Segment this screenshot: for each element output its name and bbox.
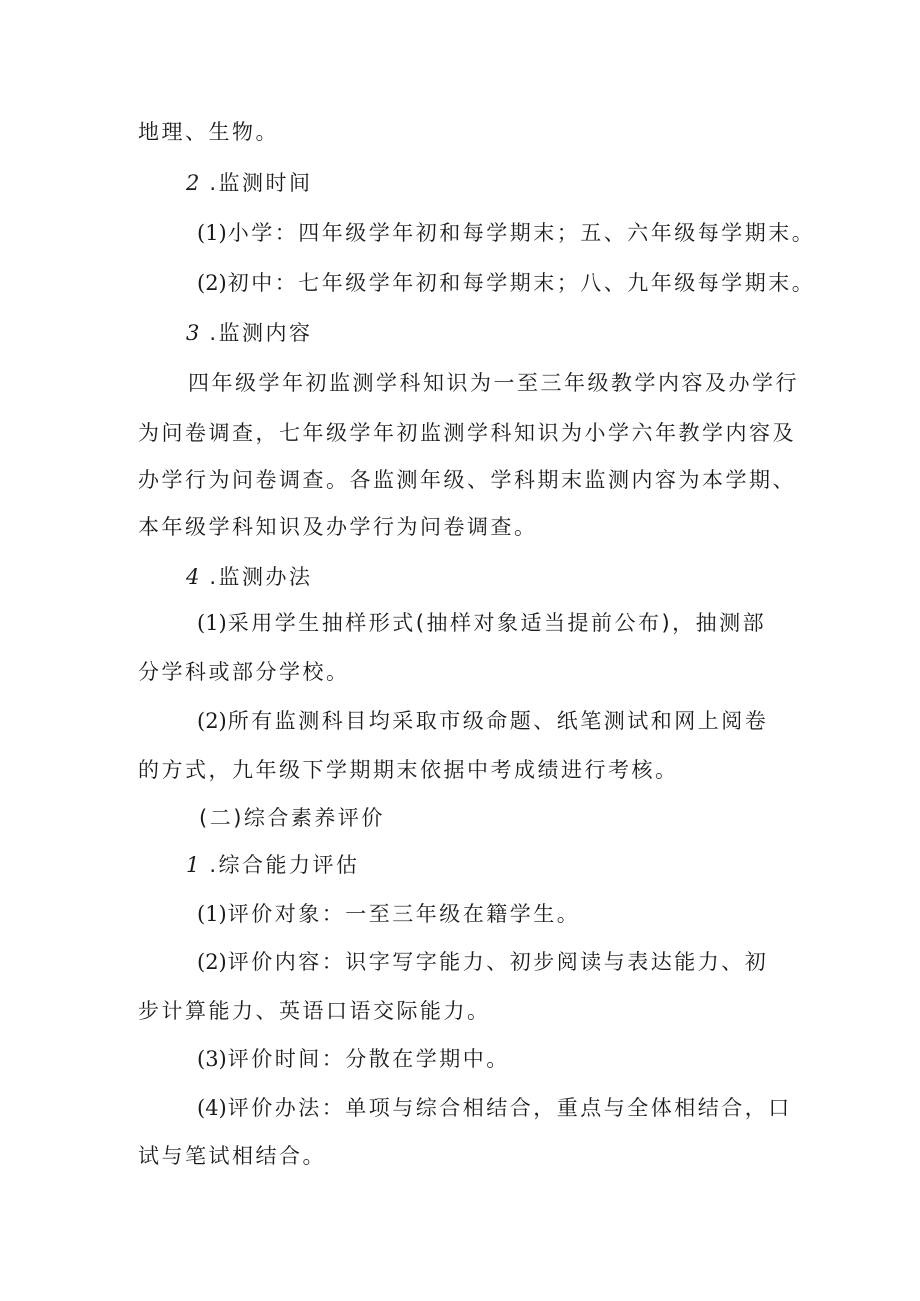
paragraph-line: [138, 117, 279, 147]
section-number: 2: [186, 171, 200, 195]
list-item: [197, 706, 768, 736]
paragraph-line: [188, 368, 799, 398]
section-number: 3: [186, 321, 200, 345]
line-text: 的方式，九年级下学期期末依据中考成绩进行考核。: [138, 758, 679, 782]
item-text: 评价办法：单项与综合相结合，重点与全体相结合，口: [227, 1096, 792, 1120]
list-item: [197, 268, 815, 298]
line-text: 试与笔试相结合。: [138, 1144, 326, 1168]
item-number: (2): [197, 709, 227, 733]
item-text: 小学：四年级学年初和每学期末；五、六年级每学期末。: [227, 221, 816, 245]
line-text: 四年级学年初监测学科知识为一至三年级教学内容及办学行: [188, 371, 799, 395]
list-item: [197, 608, 766, 638]
paragraph-line: [138, 996, 491, 1026]
item-number: (2): [197, 271, 227, 295]
section-heading-ability-assessment: [186, 850, 360, 880]
item-text: 评价时间：分散在学期中。: [227, 1047, 510, 1071]
item-number: (4): [197, 1096, 227, 1120]
list-item: [197, 899, 580, 929]
line-text: 分学科或部分学校。: [138, 660, 350, 684]
list-item: [197, 947, 768, 977]
paragraph-line: [138, 1141, 326, 1171]
item-text: 所有监测科目均采取市级命题、纸笔测试和网上阅卷: [227, 709, 769, 733]
item-text: 评价内容：识字写字能力、初步阅读与表达能力、初: [227, 950, 769, 974]
item-number: (2): [197, 950, 227, 974]
item-number: (3): [197, 1047, 227, 1071]
paragraph-line: [138, 755, 679, 785]
item-text: 采用学生抽样形式(抽样对象适当提前公布)，抽测部: [227, 611, 767, 635]
subsection-heading: [199, 803, 385, 833]
line-text: 为问卷调查，七年级学年初监测学科知识为小学六年教学内容及: [138, 421, 796, 445]
paragraph-line: [138, 465, 796, 495]
line-text: 步计算能力、英语口语交际能力。: [138, 999, 491, 1023]
section-heading-monitoring-time: [186, 168, 313, 198]
item-number: (1): [197, 902, 227, 926]
section-title: .监测内容: [209, 321, 313, 345]
section-number: 4: [186, 565, 200, 589]
item-number: (1): [197, 611, 227, 635]
paragraph-line: [138, 418, 796, 448]
list-item: [197, 1093, 792, 1123]
subsection-title: (二)综合素养评价: [199, 806, 385, 830]
section-title: .监测时间: [209, 171, 313, 195]
section-number: 1: [186, 853, 200, 877]
list-item: [197, 218, 815, 248]
section-heading-monitoring-method: [186, 562, 313, 592]
list-item: [197, 1044, 510, 1074]
line-text: 办学行为问卷调查。各监测年级、学科期末监测内容为本学期、: [138, 468, 796, 492]
section-heading-monitoring-content: [186, 318, 313, 348]
paragraph-line: [138, 512, 538, 542]
item-text: 初中：七年级学年初和每学期末；八、九年级每学期末。: [227, 271, 816, 295]
item-text: 评价对象：一至三年级在籍学生。: [227, 902, 581, 926]
line-text: 本年级学科知识及办学行为问卷调查。: [138, 515, 538, 539]
paragraph-line: [138, 657, 350, 687]
line-text: 地理、生物。: [138, 120, 279, 144]
item-number: (1): [197, 221, 227, 245]
section-title: .综合能力评估: [209, 853, 360, 877]
section-title: .监测办法: [209, 565, 313, 589]
